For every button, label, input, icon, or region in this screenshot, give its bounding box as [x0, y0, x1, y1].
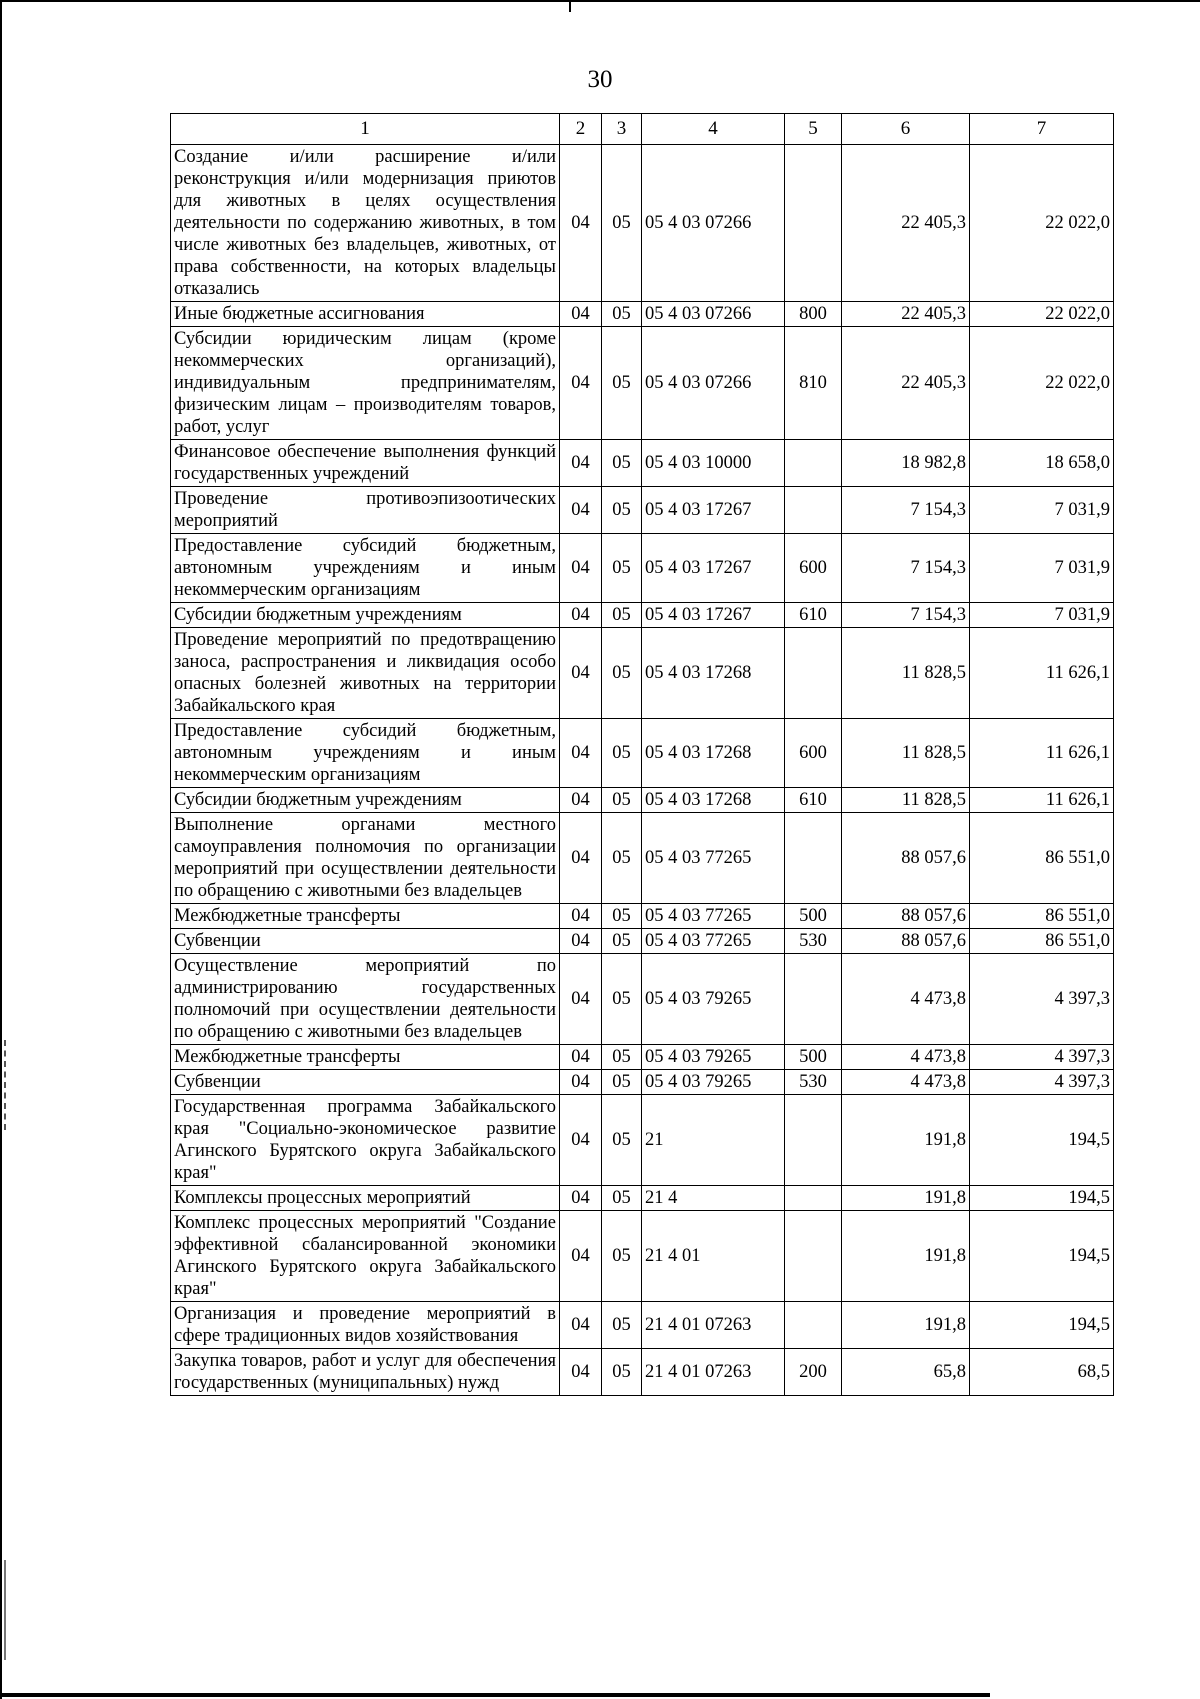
page-edge-bottom: [0, 1693, 990, 1697]
amount-year-2: 22 022,0: [970, 327, 1114, 440]
table-row: [171, 1211, 1114, 1302]
expense-type-code: [785, 1095, 842, 1186]
section-code: 04: [560, 1349, 602, 1396]
amount-year-1: 65,8: [842, 1349, 970, 1396]
table-row: [171, 788, 1114, 813]
subsection-code: 05: [602, 1349, 642, 1396]
subsection-code: 05: [602, 719, 642, 788]
section-code: 04: [560, 534, 602, 603]
table-row: [171, 1349, 1114, 1396]
subsection-code: 05: [602, 904, 642, 929]
target-article-code: 21: [642, 1095, 785, 1186]
amount-year-1: 88 057,6: [842, 929, 970, 954]
table-row: [171, 813, 1114, 904]
expense-type-code: 600: [785, 719, 842, 788]
section-code: 04: [560, 929, 602, 954]
subsection-code: 05: [602, 603, 642, 628]
target-article-code: 05 4 03 77265: [642, 929, 785, 954]
table-row: [171, 603, 1114, 628]
subsection-code: 05: [602, 628, 642, 719]
amount-year-2: 86 551,0: [970, 813, 1114, 904]
target-article-code: 05 4 03 17267: [642, 534, 785, 603]
section-code: 04: [560, 487, 602, 534]
amount-year-2: 4 397,3: [970, 1045, 1114, 1070]
section-code: 04: [560, 719, 602, 788]
amount-year-1: 191,8: [842, 1095, 970, 1186]
amount-year-2: 7 031,9: [970, 534, 1114, 603]
subsection-code: 05: [602, 487, 642, 534]
amount-year-1: 22 405,3: [842, 145, 970, 302]
section-code: 04: [560, 327, 602, 440]
expense-type-code: [785, 628, 842, 719]
amount-year-2: 194,5: [970, 1186, 1114, 1211]
section-code: 04: [560, 1211, 602, 1302]
header-row: [171, 114, 1114, 145]
page-edge-top: [0, 0, 1200, 2]
row-name: Иные бюджетные ассигнования: [171, 302, 560, 327]
expense-type-code: 530: [785, 929, 842, 954]
expense-type-code: [785, 1211, 842, 1302]
table-row: [171, 1302, 1114, 1349]
expense-type-code: 530: [785, 1070, 842, 1095]
target-article-code: 21 4: [642, 1186, 785, 1211]
section-code: 04: [560, 1045, 602, 1070]
subsection-code: 05: [602, 1095, 642, 1186]
row-name: Проведение противоэпизоотических мероприятий: [171, 487, 560, 534]
section-code: 04: [560, 302, 602, 327]
section-code: 04: [560, 1186, 602, 1211]
amount-year-1: 88 057,6: [842, 904, 970, 929]
target-article-code: 05 4 03 79265: [642, 1070, 785, 1095]
amount-year-2: 86 551,0: [970, 904, 1114, 929]
row-name: Субвенции: [171, 1070, 560, 1095]
amount-year-1: 11 828,5: [842, 628, 970, 719]
section-code: 04: [560, 628, 602, 719]
row-name: Осуществление мероприятий по администрированию государственных полномочий при осуществлении деятельности по обращению с животными без владельцев: [171, 954, 560, 1045]
table-row: [171, 327, 1114, 440]
amount-year-1: 11 828,5: [842, 788, 970, 813]
amount-year-2: 68,5: [970, 1349, 1114, 1396]
row-name: Субсидии бюджетным учреждениям: [171, 788, 560, 813]
section-code: 04: [560, 1095, 602, 1186]
table-row: [171, 1095, 1114, 1186]
section-code: 04: [560, 788, 602, 813]
expense-type-code: [785, 954, 842, 1045]
expense-type-code: 610: [785, 788, 842, 813]
table-row: [171, 719, 1114, 788]
subsection-code: 05: [602, 1302, 642, 1349]
target-article-code: 05 4 03 17267: [642, 487, 785, 534]
amount-year-2: 194,5: [970, 1211, 1114, 1302]
row-name: Субсидии юридическим лицам (кроме некоммерческих организаций), индивидуальным предпринимателям, физическим лицам – производителям товаров, работ, услуг: [171, 327, 560, 440]
amount-year-1: 88 057,6: [842, 813, 970, 904]
amount-year-1: 4 473,8: [842, 1070, 970, 1095]
section-code: 04: [560, 1070, 602, 1095]
target-article-code: 21 4 01 07263: [642, 1302, 785, 1349]
amount-year-2: 11 626,1: [970, 719, 1114, 788]
row-name: Комплекс процессных мероприятий "Создание эффективной сбалансированной экономики Агинского Бурятского округа Забайкальского края": [171, 1211, 560, 1302]
amount-year-1: 22 405,3: [842, 302, 970, 327]
subsection-code: 05: [602, 813, 642, 904]
subsection-code: 05: [602, 145, 642, 302]
target-article-code: 05 4 03 10000: [642, 440, 785, 487]
amount-year-1: 7 154,3: [842, 487, 970, 534]
amount-year-2: 7 031,9: [970, 603, 1114, 628]
amount-year-2: 194,5: [970, 1302, 1114, 1349]
target-article-code: 05 4 03 07266: [642, 302, 785, 327]
amount-year-1: 4 473,8: [842, 954, 970, 1045]
row-name: Выполнение органами местного самоуправления полномочия по организации мероприятий при осуществлении деятельности по обращению с животными без владельцев: [171, 813, 560, 904]
amount-year-2: 86 551,0: [970, 929, 1114, 954]
row-name: Межбюджетные трансферты: [171, 904, 560, 929]
amount-year-2: 11 626,1: [970, 628, 1114, 719]
subsection-code: 05: [602, 788, 642, 813]
table-row: [171, 487, 1114, 534]
amount-year-1: 191,8: [842, 1302, 970, 1349]
expense-type-code: 800: [785, 302, 842, 327]
amount-year-2: 18 658,0: [970, 440, 1114, 487]
target-article-code: 05 4 03 07266: [642, 327, 785, 440]
table-body: [171, 145, 1114, 1396]
amount-year-2: 7 031,9: [970, 487, 1114, 534]
section-code: 04: [560, 813, 602, 904]
amount-year-2: 22 022,0: [970, 145, 1114, 302]
amount-year-1: 191,8: [842, 1211, 970, 1302]
target-article-code: 05 4 03 79265: [642, 1045, 785, 1070]
expense-type-code: [785, 1186, 842, 1211]
section-code: 04: [560, 1302, 602, 1349]
column-header: 3: [602, 114, 642, 145]
amount-year-2: 194,5: [970, 1095, 1114, 1186]
subsection-code: 05: [602, 1070, 642, 1095]
row-name: Государственная программа Забайкальского края "Социально-экономическое развитие Агинского Бурятского округа Забайкальского края": [171, 1095, 560, 1186]
table-row: [171, 440, 1114, 487]
row-name: Закупка товаров, работ и услуг для обеспечения государственных (муниципальных) нужд: [171, 1349, 560, 1396]
expense-type-code: 500: [785, 1045, 842, 1070]
subsection-code: 05: [602, 1045, 642, 1070]
amount-year-2: 4 397,3: [970, 954, 1114, 1045]
amount-year-1: 191,8: [842, 1186, 970, 1211]
target-article-code: 21 4 01 07263: [642, 1349, 785, 1396]
subsection-code: 05: [602, 440, 642, 487]
table-row: [171, 1186, 1114, 1211]
row-name: Комплексы процессных мероприятий: [171, 1186, 560, 1211]
column-header: 6: [842, 114, 970, 145]
column-header: 7: [970, 114, 1114, 145]
amount-year-1: 11 828,5: [842, 719, 970, 788]
section-code: 04: [560, 145, 602, 302]
table-row: [171, 904, 1114, 929]
row-name: Субвенции: [171, 929, 560, 954]
amount-year-1: 7 154,3: [842, 603, 970, 628]
amount-year-2: 11 626,1: [970, 788, 1114, 813]
subsection-code: 05: [602, 1186, 642, 1211]
expense-type-code: [785, 440, 842, 487]
row-name: Организация и проведение мероприятий в сфере традиционных видов хозяйствования: [171, 1302, 560, 1349]
subsection-code: 05: [602, 929, 642, 954]
column-header: 1: [171, 114, 560, 145]
amount-year-1: 7 154,3: [842, 534, 970, 603]
row-name: Проведение мероприятий по предотвращению заноса, распространения и ликвидация особо опасных болезней животных на территории Забайкальского края: [171, 628, 560, 719]
table-row: [171, 1045, 1114, 1070]
row-name: Создание и/или расширение и/или реконструкция и/или модернизация приютов для животных в целях осуществления деятельности по содержанию животных, в том числе животных без владельцев, животных, от права собственности, на которых владельцы отказались: [171, 145, 560, 302]
amount-year-1: 4 473,8: [842, 1045, 970, 1070]
expense-type-code: 610: [785, 603, 842, 628]
table-row: [171, 628, 1114, 719]
row-name: Межбюджетные трансферты: [171, 1045, 560, 1070]
target-article-code: 05 4 03 17267: [642, 603, 785, 628]
row-name: Предоставление субсидий бюджетным, автономным учреждениям и иным некоммерческим организациям: [171, 719, 560, 788]
page-edge-left: [0, 0, 2, 1699]
column-header: 2: [560, 114, 602, 145]
table-row: [171, 954, 1114, 1045]
table-row: [171, 145, 1114, 302]
subsection-code: 05: [602, 534, 642, 603]
expense-type-code: 200: [785, 1349, 842, 1396]
budget-table: [170, 113, 1114, 1396]
expense-type-code: [785, 487, 842, 534]
expense-type-code: [785, 145, 842, 302]
subsection-code: 05: [602, 302, 642, 327]
table-row: [171, 929, 1114, 954]
scan-mark: [4, 1560, 6, 1660]
row-name: Финансовое обеспечение выполнения функций государственных учреждений: [171, 440, 560, 487]
page-number: 30: [587, 66, 613, 93]
amount-year-2: 4 397,3: [970, 1070, 1114, 1095]
scan-mark: [4, 1040, 8, 1130]
target-article-code: 05 4 03 77265: [642, 813, 785, 904]
section-code: 04: [560, 603, 602, 628]
target-article-code: 05 4 03 17268: [642, 788, 785, 813]
column-header: 4: [642, 114, 785, 145]
subsection-code: 05: [602, 327, 642, 440]
column-header: 5: [785, 114, 842, 145]
row-name: Предоставление субсидий бюджетным, автономным учреждениям и иным некоммерческим организациям: [171, 534, 560, 603]
table-row: [171, 302, 1114, 327]
target-article-code: 05 4 03 17268: [642, 628, 785, 719]
subsection-code: 05: [602, 1211, 642, 1302]
table-row: [171, 1070, 1114, 1095]
target-article-code: 05 4 03 17268: [642, 719, 785, 788]
amount-year-2: 22 022,0: [970, 302, 1114, 327]
amount-year-1: 18 982,8: [842, 440, 970, 487]
target-article-code: 05 4 03 79265: [642, 954, 785, 1045]
target-article-code: 05 4 03 77265: [642, 904, 785, 929]
expense-type-code: 500: [785, 904, 842, 929]
target-article-code: 21 4 01: [642, 1211, 785, 1302]
target-article-code: 05 4 03 07266: [642, 145, 785, 302]
section-code: 04: [560, 954, 602, 1045]
expense-type-code: 600: [785, 534, 842, 603]
subsection-code: 05: [602, 954, 642, 1045]
scan-mark: [569, 2, 571, 12]
section-code: 04: [560, 904, 602, 929]
expense-type-code: 810: [785, 327, 842, 440]
row-name: Субсидии бюджетным учреждениям: [171, 603, 560, 628]
expense-type-code: [785, 1302, 842, 1349]
amount-year-1: 22 405,3: [842, 327, 970, 440]
expense-type-code: [785, 813, 842, 904]
table-row: [171, 534, 1114, 603]
section-code: 04: [560, 440, 602, 487]
